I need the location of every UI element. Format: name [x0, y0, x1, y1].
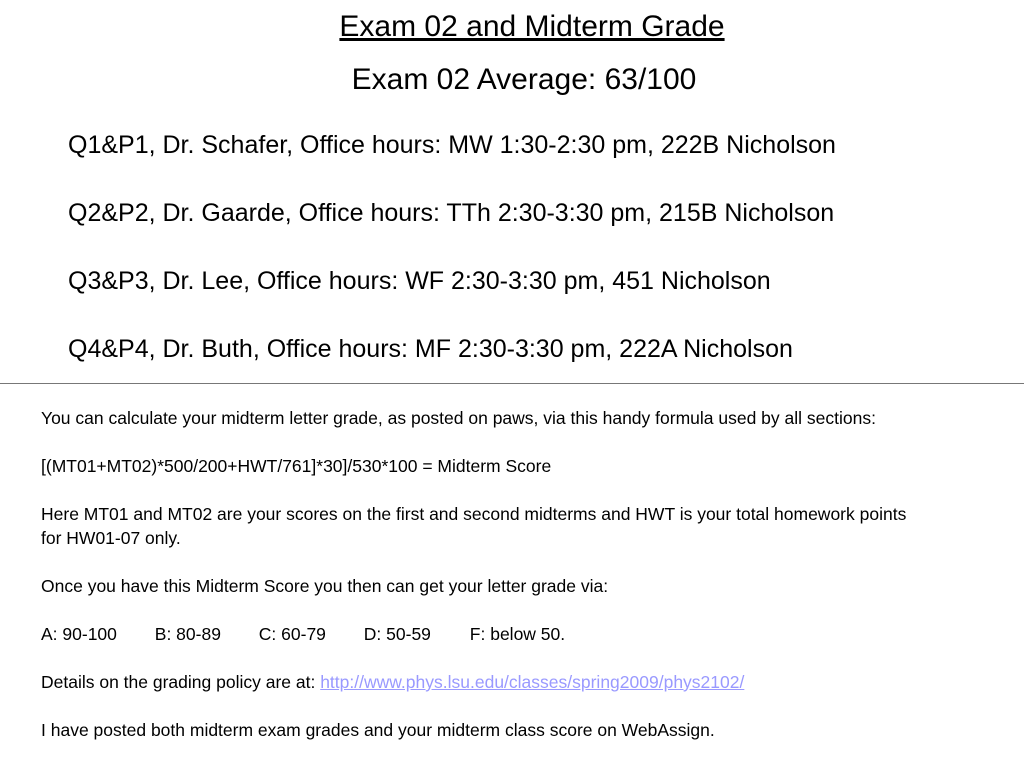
formula-explanation: Here MT01 and MT02 are your scores on the first and second midterms and HWT is your total homework points for HW01-07 only.	[41, 504, 907, 548]
details-prefix: Details on the grading policy are at:	[41, 672, 321, 692]
office-hours-item: Q1&P1, Dr. Schafer, Office hours: MW 1:30-2:30 pm, 222B Nicholson	[68, 131, 836, 159]
grade-c: C: 60-79	[258, 624, 326, 644]
office-hours-list	[68, 128, 836, 400]
grade-f: F: below 50.	[469, 624, 566, 644]
notes-intro: You can calculate your midterm letter grade, as posted on paws, via this handy formula used by all sections:	[41, 408, 876, 428]
grade-notes	[41, 406, 921, 766]
section-divider	[0, 383, 1024, 384]
details-line	[41, 670, 921, 694]
office-hours-item: Q4&P4, Dr. Buth, Office hours: MF 2:30-3:30 pm, 222A Nicholson	[68, 335, 793, 363]
letter-grade-intro: Once you have this Midterm Score you then can get your letter grade via:	[41, 576, 609, 596]
exam-average: Exam 02 Average: 63/100	[351, 63, 697, 96]
grade-d: D: 50-59	[363, 624, 431, 644]
grading-policy-link[interactable]: http://www.phys.lsu.edu/classes/spring2009/phys2102/	[320, 672, 745, 692]
page-title: Exam 02 and Midterm Grade	[339, 10, 725, 43]
grade-b: B: 80-89	[154, 624, 221, 644]
midterm-formula: [(MT01+MT02)*500/200+HWT/761]*30]/530*100 = Midterm Score	[41, 456, 552, 476]
office-hours-item: Q3&P3, Dr. Lee, Office hours: WF 2:30-3:30 pm, 451 Nicholson	[68, 267, 771, 295]
grade-a: A: 90-100	[41, 624, 117, 644]
office-hours-item: Q2&P2, Dr. Gaarde, Office hours: TTh 2:30-3:30 pm, 215B Nicholson	[68, 199, 835, 227]
grade-scale	[41, 622, 921, 646]
posted-note: I have posted both midterm exam grades and your midterm class score on WebAssign.	[41, 720, 715, 740]
